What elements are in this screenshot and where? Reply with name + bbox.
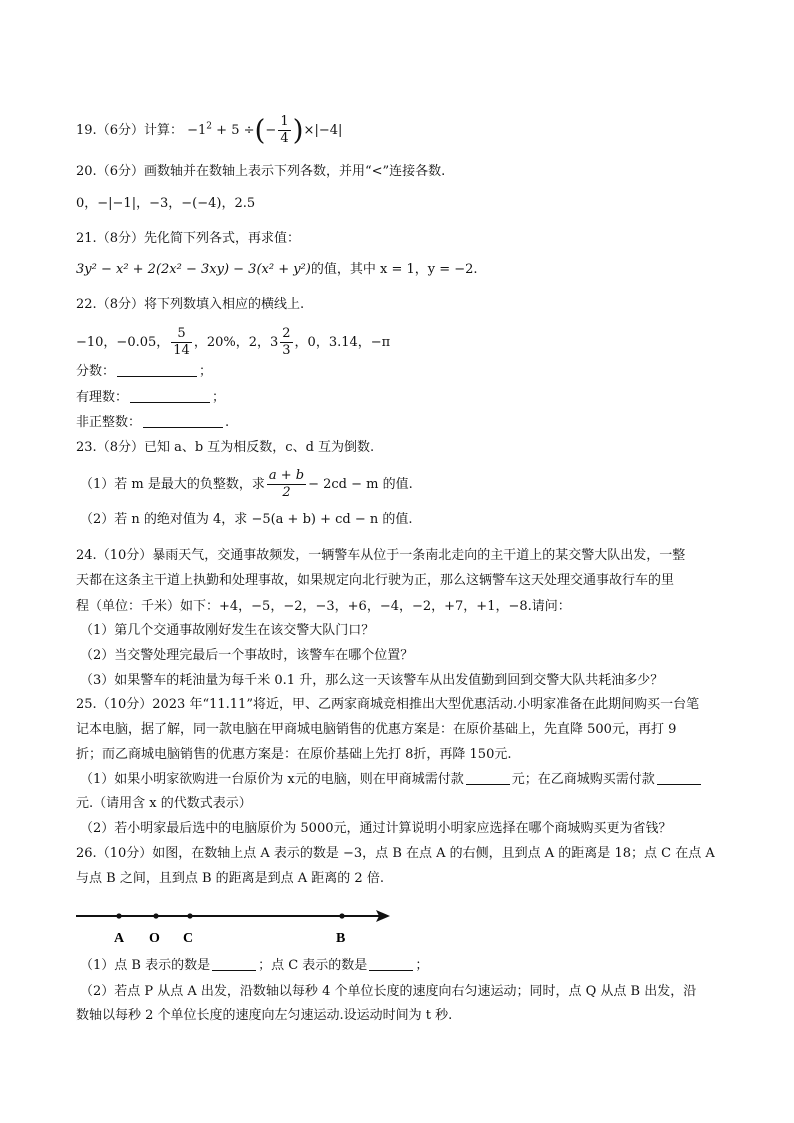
point-a-dot [116,913,121,918]
q22-fraction: $\frac{5}{14}$ [173,326,190,358]
q22-mixed-fraction: $\frac{2}{3}$ [282,326,291,358]
q23-line: 23.（8分）已知 a、b 互为相反数，c、d 互为倒数. [76,440,375,455]
q20-line: 20.（6分）画数轴并在数轴上表示下列各数，并用“<”连接各数. [76,164,446,179]
q26-line2: 与点 B 之间，且到点 B 的距离是到点 A 距离的 2 倍. [76,871,384,886]
q19-fraction: $\frac{1}{4}$ [280,114,289,146]
answer-blank[interactable] [130,388,210,403]
q25-part1: （1）如果小明家欲购进一台原价为 x元的电脑，则在甲商城需付款 元；在乙商城购买需付款 [80,770,703,790]
q24-line3: 程（单位：千米）如下：+4，−5，−2，−3，+6，−4，−2，+7，+1，−8.请问： [76,599,571,614]
number-line-figure [74,898,394,948]
answer-blank[interactable] [143,413,223,428]
q19-score: （6分） [96,123,144,138]
answer-blank[interactable] [117,362,197,377]
q24-part1: （1）第几个交通事故刚好发生在该交警大队门口？ [80,623,375,638]
point-b-dot [339,913,344,918]
q26-part1: （1）点 B 表示的数是 ；点 C 表示的数是 ； [80,958,429,973]
q22-numbers: −10，−0.05， $\frac{5}{14}$ ，20%，2，3 $\frac{2}{3}$ ，0，3.14，−π [76,326,391,358]
q24-line1: 24.（10分）暴雨天气，交通事故频发，一辆警车从位于一条南北走向的主干道上的某交警大队出发，一整 [76,548,686,563]
q24-part2: （2）当交警处理完最后一个事故时，该警车在哪个位置？ [80,648,414,663]
q26-part2-line1: （2）若点 P 从点 A 出发，沿数轴以每秒 4 个单位长度的速度向右匀速运动；同时，点 Q 从点 B 出发，沿 [80,984,697,999]
q26-line1: 26.（10分）如图，在数轴上点 A 表示的数是 −3，点 B 在点 A 的右侧，且到点 A 的距离是 18；点 C 在点 A [76,846,715,861]
q23-fraction: $\frac{a + b}{2}$ [268,468,305,500]
point-c-dot [187,913,192,918]
answer-blank[interactable] [657,770,701,785]
q22-rational-blank-line: 有理数： ； [76,390,226,405]
q24-part3: （3）如果警车的耗油量为每千米 0.1 升，那么这一天该警车从出发值勤到回到交警大队共耗油多少？ [80,673,664,688]
q21-line: 21.（8分）先化简下列各式，再求值： [76,231,300,246]
point-c-label: C [183,931,194,946]
q25-line3: 折；而乙商城电脑销售的优惠方案是：在原价基础上先打 8折，再降 150元. [76,747,512,762]
q19-text: 计算： [143,123,183,138]
answer-blank[interactable] [466,770,510,785]
q22-nonpositive-blank-line: 非正整数： . [76,415,230,430]
answer-blank[interactable] [369,956,413,971]
q24-line2: 天都在这条主干道上执勤和处理事故，如果规定向北行驶为正，那么这辆警车这天处理交通事故行车的里 [76,573,675,588]
q25-line2: 记本电脑，据了解，同一款电脑在甲商城电脑销售的优惠方案是：在原价基础上，先直降 500元，再打 9 [76,722,677,737]
q23-part1: （1）若 m 是最大的负整数，求 $\frac{a + b}{2}$ − 2cd − m 的值. [80,468,413,500]
q22-fraction-blank-line: 分数： ； [76,364,213,379]
q20-text: 画数轴并在数轴上表示下列各数，并用“<”连接各数. [143,164,446,179]
point-a-label: A [114,931,125,946]
q23-part2: （2）若 n 的绝对值为 4，求 −5(a + b) + cd − n 的值. [80,512,413,527]
q19-expression: $-1^2 + 5$ ÷(− $\frac{1}{4}$ )×|−4| [187,113,343,147]
q19-number: 19. [76,123,97,138]
q21-expression: 3y² − x² + 2(2x² − 3xy) − 3(x² + y²)的值，其中 x = 1，y = −2. [76,262,478,277]
q25-line1: 25.（10分）2023 年“11.11”将近，甲、乙两家商城竞相推出大型优惠活动.小明家准备在此期间购买一台笔 [76,697,700,712]
q26-part2-line2: 数轴以每秒 2 个单位长度的速度向左匀速运动.设运动时间为 t 秒. [76,1008,453,1023]
point-o-label: O [149,931,160,946]
point-o-dot [153,913,158,918]
q22-line: 22.（8分）将下列数填入相应的横线上. [76,297,305,312]
answer-blank[interactable] [212,956,256,971]
q25-part2: （2）若小明家最后选中的电脑原价为 5000元，通过计算说明小明家应选择在哪个商城购买更为省钱？ [80,821,672,836]
q19-line [76,114,342,147]
q20-numbers: 0，−|−1|，−3，−(−4)，2.5 [76,196,256,211]
point-b-label: B [336,931,346,946]
q25-part1-cont: 元.（请用含 x 的代数式表示） [76,796,252,811]
